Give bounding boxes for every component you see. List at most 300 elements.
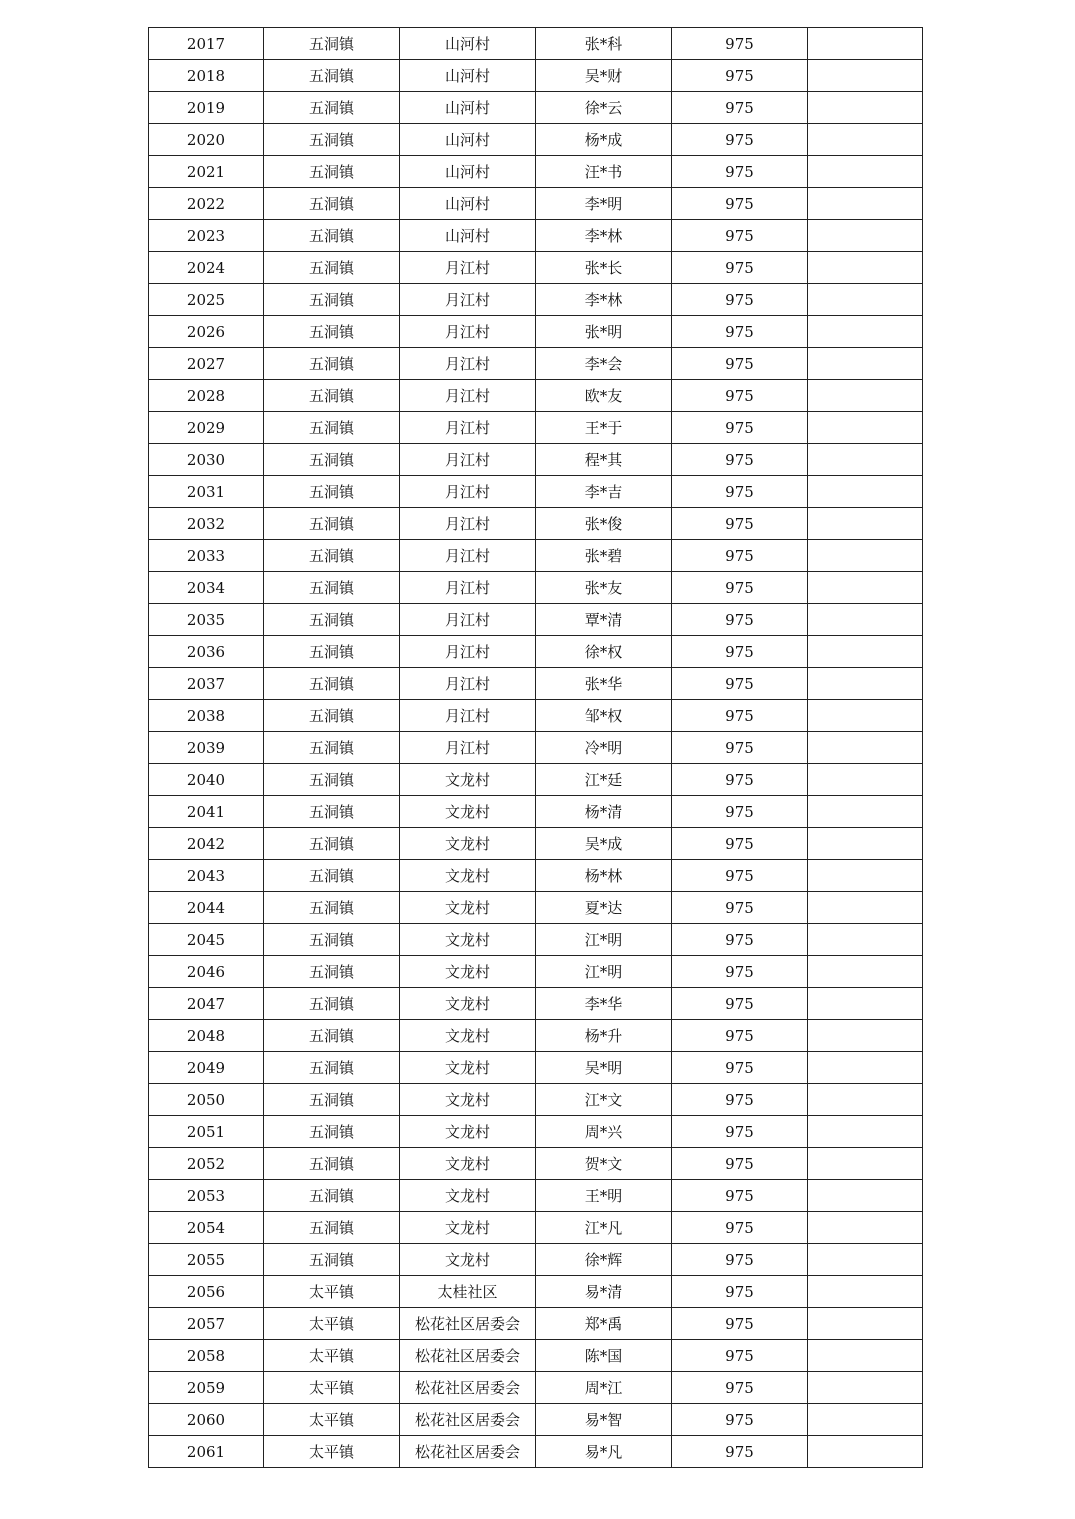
village-cell: 文龙村 <box>400 764 536 796</box>
row-number-cell: 2047 <box>149 988 264 1020</box>
amount-cell: 975 <box>672 284 808 316</box>
table-row <box>149 1116 923 1148</box>
table-row <box>149 1212 923 1244</box>
town-cell: 五洞镇 <box>264 316 400 348</box>
name-cell: 李*林 <box>536 220 672 252</box>
town-cell: 五洞镇 <box>264 1180 400 1212</box>
table-row <box>149 1276 923 1308</box>
village-cell: 文龙村 <box>400 1180 536 1212</box>
amount-cell: 975 <box>672 1244 808 1276</box>
amount-cell: 975 <box>672 124 808 156</box>
row-number-cell: 2026 <box>149 316 264 348</box>
note-cell <box>808 668 923 700</box>
amount-cell: 975 <box>672 1212 808 1244</box>
amount-cell: 975 <box>672 412 808 444</box>
table-row <box>149 92 923 124</box>
town-cell: 五洞镇 <box>264 284 400 316</box>
note-cell <box>808 1212 923 1244</box>
village-cell: 月江村 <box>400 444 536 476</box>
note-cell <box>808 924 923 956</box>
table-row <box>149 220 923 252</box>
row-number-cell: 2051 <box>149 1116 264 1148</box>
table-row <box>149 1404 923 1436</box>
note-cell <box>808 1276 923 1308</box>
town-cell: 五洞镇 <box>264 1212 400 1244</box>
row-number-cell: 2033 <box>149 540 264 572</box>
town-cell: 五洞镇 <box>264 444 400 476</box>
note-cell <box>808 1308 923 1340</box>
note-cell <box>808 1436 923 1468</box>
name-cell: 杨*清 <box>536 796 672 828</box>
table-row <box>149 796 923 828</box>
village-cell: 月江村 <box>400 252 536 284</box>
name-cell: 王*于 <box>536 412 672 444</box>
table-row <box>149 508 923 540</box>
town-cell: 五洞镇 <box>264 1020 400 1052</box>
note-cell <box>808 1116 923 1148</box>
row-number-cell: 2038 <box>149 700 264 732</box>
village-cell: 山河村 <box>400 92 536 124</box>
table-row <box>149 1372 923 1404</box>
village-cell: 月江村 <box>400 636 536 668</box>
name-cell: 张*长 <box>536 252 672 284</box>
amount-cell: 975 <box>672 252 808 284</box>
name-cell: 冷*明 <box>536 732 672 764</box>
table-row <box>149 252 923 284</box>
amount-cell: 975 <box>672 188 808 220</box>
table-row <box>149 348 923 380</box>
note-cell <box>808 316 923 348</box>
name-cell: 王*明 <box>536 1180 672 1212</box>
row-number-cell: 2034 <box>149 572 264 604</box>
note-cell <box>808 988 923 1020</box>
name-cell: 李*吉 <box>536 476 672 508</box>
town-cell: 五洞镇 <box>264 1052 400 1084</box>
village-cell: 松花社区居委会 <box>400 1404 536 1436</box>
table-row <box>149 668 923 700</box>
village-cell: 文龙村 <box>400 956 536 988</box>
town-cell: 五洞镇 <box>264 348 400 380</box>
row-number-cell: 2057 <box>149 1308 264 1340</box>
town-cell: 五洞镇 <box>264 572 400 604</box>
table-row <box>149 1340 923 1372</box>
village-cell: 山河村 <box>400 156 536 188</box>
row-number-cell: 2023 <box>149 220 264 252</box>
name-cell: 李*华 <box>536 988 672 1020</box>
amount-cell: 975 <box>672 796 808 828</box>
row-number-cell: 2043 <box>149 860 264 892</box>
village-cell: 文龙村 <box>400 828 536 860</box>
name-cell: 杨*升 <box>536 1020 672 1052</box>
note-cell <box>808 508 923 540</box>
amount-cell: 975 <box>672 1436 808 1468</box>
row-number-cell: 2050 <box>149 1084 264 1116</box>
amount-cell: 975 <box>672 1180 808 1212</box>
amount-cell: 975 <box>672 732 808 764</box>
town-cell: 五洞镇 <box>264 1084 400 1116</box>
amount-cell: 975 <box>672 1404 808 1436</box>
table-row <box>149 1180 923 1212</box>
village-cell: 月江村 <box>400 700 536 732</box>
village-cell: 文龙村 <box>400 1148 536 1180</box>
table-row <box>149 700 923 732</box>
town-cell: 太平镇 <box>264 1404 400 1436</box>
amount-cell: 975 <box>672 540 808 572</box>
table-row <box>149 604 923 636</box>
village-cell: 月江村 <box>400 380 536 412</box>
row-number-cell: 2053 <box>149 1180 264 1212</box>
table-row <box>149 1308 923 1340</box>
town-cell: 五洞镇 <box>264 28 400 60</box>
note-cell <box>808 1148 923 1180</box>
name-cell: 欧*友 <box>536 380 672 412</box>
amount-cell: 975 <box>672 668 808 700</box>
row-number-cell: 2058 <box>149 1340 264 1372</box>
amount-cell: 975 <box>672 1084 808 1116</box>
town-cell: 五洞镇 <box>264 476 400 508</box>
row-number-cell: 2040 <box>149 764 264 796</box>
note-cell <box>808 956 923 988</box>
amount-cell: 975 <box>672 316 808 348</box>
town-cell: 太平镇 <box>264 1372 400 1404</box>
row-number-cell: 2020 <box>149 124 264 156</box>
name-cell: 张*碧 <box>536 540 672 572</box>
row-number-cell: 2060 <box>149 1404 264 1436</box>
village-cell: 文龙村 <box>400 988 536 1020</box>
amount-cell: 975 <box>672 156 808 188</box>
village-cell: 文龙村 <box>400 1020 536 1052</box>
amount-cell: 975 <box>672 1340 808 1372</box>
village-cell: 月江村 <box>400 732 536 764</box>
village-cell: 月江村 <box>400 348 536 380</box>
name-cell: 陈*国 <box>536 1340 672 1372</box>
village-cell: 山河村 <box>400 188 536 220</box>
roster-table-body <box>149 28 923 1468</box>
village-cell: 太桂社区 <box>400 1276 536 1308</box>
note-cell <box>808 764 923 796</box>
row-number-cell: 2028 <box>149 380 264 412</box>
row-number-cell: 2030 <box>149 444 264 476</box>
name-cell: 徐*权 <box>536 636 672 668</box>
table-row <box>149 1148 923 1180</box>
name-cell: 吴*明 <box>536 1052 672 1084</box>
table-row <box>149 988 923 1020</box>
name-cell: 周*江 <box>536 1372 672 1404</box>
name-cell: 张*俊 <box>536 508 672 540</box>
amount-cell: 975 <box>672 764 808 796</box>
row-number-cell: 2022 <box>149 188 264 220</box>
name-cell: 吴*成 <box>536 828 672 860</box>
note-cell <box>808 412 923 444</box>
town-cell: 五洞镇 <box>264 924 400 956</box>
note-cell <box>808 1180 923 1212</box>
name-cell: 覃*清 <box>536 604 672 636</box>
note-cell <box>808 444 923 476</box>
amount-cell: 975 <box>672 1052 808 1084</box>
table-row <box>149 1244 923 1276</box>
table-row <box>149 28 923 60</box>
note-cell <box>808 1244 923 1276</box>
amount-cell: 975 <box>672 1276 808 1308</box>
name-cell: 郑*禹 <box>536 1308 672 1340</box>
row-number-cell: 2048 <box>149 1020 264 1052</box>
note-cell <box>808 220 923 252</box>
name-cell: 张*友 <box>536 572 672 604</box>
table-row <box>149 924 923 956</box>
name-cell: 周*兴 <box>536 1116 672 1148</box>
row-number-cell: 2019 <box>149 92 264 124</box>
village-cell: 文龙村 <box>400 860 536 892</box>
name-cell: 张*明 <box>536 316 672 348</box>
village-cell: 月江村 <box>400 476 536 508</box>
note-cell <box>808 284 923 316</box>
town-cell: 五洞镇 <box>264 604 400 636</box>
town-cell: 五洞镇 <box>264 92 400 124</box>
name-cell: 江*文 <box>536 1084 672 1116</box>
town-cell: 五洞镇 <box>264 60 400 92</box>
village-cell: 山河村 <box>400 124 536 156</box>
note-cell <box>808 380 923 412</box>
note-cell <box>808 1404 923 1436</box>
town-cell: 五洞镇 <box>264 508 400 540</box>
table-row <box>149 1020 923 1052</box>
note-cell <box>808 124 923 156</box>
row-number-cell: 2018 <box>149 60 264 92</box>
amount-cell: 975 <box>672 956 808 988</box>
table-row <box>149 156 923 188</box>
village-cell: 山河村 <box>400 60 536 92</box>
note-cell <box>808 92 923 124</box>
town-cell: 太平镇 <box>264 1340 400 1372</box>
row-number-cell: 2036 <box>149 636 264 668</box>
row-number-cell: 2035 <box>149 604 264 636</box>
name-cell: 易*凡 <box>536 1436 672 1468</box>
town-cell: 五洞镇 <box>264 988 400 1020</box>
table-row <box>149 284 923 316</box>
town-cell: 五洞镇 <box>264 732 400 764</box>
town-cell: 太平镇 <box>264 1436 400 1468</box>
table-row <box>149 188 923 220</box>
town-cell: 五洞镇 <box>264 540 400 572</box>
table-row <box>149 860 923 892</box>
note-cell <box>808 252 923 284</box>
row-number-cell: 2031 <box>149 476 264 508</box>
note-cell <box>808 540 923 572</box>
village-cell: 文龙村 <box>400 1084 536 1116</box>
town-cell: 五洞镇 <box>264 380 400 412</box>
village-cell: 月江村 <box>400 284 536 316</box>
table-row <box>149 380 923 412</box>
amount-cell: 975 <box>672 636 808 668</box>
name-cell: 夏*达 <box>536 892 672 924</box>
amount-cell: 975 <box>672 1020 808 1052</box>
amount-cell: 975 <box>672 828 808 860</box>
name-cell: 江*凡 <box>536 1212 672 1244</box>
note-cell <box>808 572 923 604</box>
amount-cell: 975 <box>672 892 808 924</box>
name-cell: 张*华 <box>536 668 672 700</box>
name-cell: 江*廷 <box>536 764 672 796</box>
note-cell <box>808 732 923 764</box>
name-cell: 李*明 <box>536 188 672 220</box>
village-cell: 文龙村 <box>400 1116 536 1148</box>
row-number-cell: 2042 <box>149 828 264 860</box>
amount-cell: 975 <box>672 1148 808 1180</box>
table-row <box>149 412 923 444</box>
town-cell: 五洞镇 <box>264 220 400 252</box>
name-cell: 吴*财 <box>536 60 672 92</box>
row-number-cell: 2021 <box>149 156 264 188</box>
table-row <box>149 572 923 604</box>
note-cell <box>808 1372 923 1404</box>
town-cell: 五洞镇 <box>264 1148 400 1180</box>
amount-cell: 975 <box>672 1372 808 1404</box>
amount-cell: 975 <box>672 60 808 92</box>
amount-cell: 975 <box>672 1308 808 1340</box>
row-number-cell: 2045 <box>149 924 264 956</box>
name-cell: 江*明 <box>536 924 672 956</box>
town-cell: 五洞镇 <box>264 700 400 732</box>
village-cell: 松花社区居委会 <box>400 1372 536 1404</box>
town-cell: 太平镇 <box>264 1308 400 1340</box>
note-cell <box>808 1340 923 1372</box>
row-number-cell: 2049 <box>149 1052 264 1084</box>
table-row <box>149 540 923 572</box>
table-row <box>149 1436 923 1468</box>
row-number-cell: 2029 <box>149 412 264 444</box>
name-cell: 易*智 <box>536 1404 672 1436</box>
village-cell: 文龙村 <box>400 1212 536 1244</box>
village-cell: 松花社区居委会 <box>400 1340 536 1372</box>
village-cell: 文龙村 <box>400 924 536 956</box>
village-cell: 文龙村 <box>400 892 536 924</box>
town-cell: 五洞镇 <box>264 956 400 988</box>
row-number-cell: 2052 <box>149 1148 264 1180</box>
town-cell: 五洞镇 <box>264 1244 400 1276</box>
village-cell: 文龙村 <box>400 1244 536 1276</box>
table-row <box>149 60 923 92</box>
village-cell: 月江村 <box>400 316 536 348</box>
row-number-cell: 2037 <box>149 668 264 700</box>
amount-cell: 975 <box>672 92 808 124</box>
village-cell: 月江村 <box>400 508 536 540</box>
amount-cell: 975 <box>672 860 808 892</box>
name-cell: 徐*云 <box>536 92 672 124</box>
table-row <box>149 444 923 476</box>
town-cell: 太平镇 <box>264 1276 400 1308</box>
village-cell: 月江村 <box>400 668 536 700</box>
amount-cell: 975 <box>672 572 808 604</box>
row-number-cell: 2056 <box>149 1276 264 1308</box>
table-row <box>149 764 923 796</box>
note-cell <box>808 28 923 60</box>
village-cell: 月江村 <box>400 604 536 636</box>
row-number-cell: 2061 <box>149 1436 264 1468</box>
village-cell: 月江村 <box>400 540 536 572</box>
name-cell: 张*科 <box>536 28 672 60</box>
row-number-cell: 2024 <box>149 252 264 284</box>
note-cell <box>808 188 923 220</box>
amount-cell: 975 <box>672 380 808 412</box>
amount-cell: 975 <box>672 924 808 956</box>
name-cell: 杨*林 <box>536 860 672 892</box>
note-cell <box>808 476 923 508</box>
note-cell <box>808 60 923 92</box>
row-number-cell: 2054 <box>149 1212 264 1244</box>
name-cell: 邹*权 <box>536 700 672 732</box>
amount-cell: 975 <box>672 604 808 636</box>
town-cell: 五洞镇 <box>264 860 400 892</box>
village-cell: 月江村 <box>400 572 536 604</box>
town-cell: 五洞镇 <box>264 636 400 668</box>
note-cell <box>808 156 923 188</box>
amount-cell: 975 <box>672 988 808 1020</box>
town-cell: 五洞镇 <box>264 668 400 700</box>
note-cell <box>808 700 923 732</box>
amount-cell: 975 <box>672 220 808 252</box>
name-cell: 易*清 <box>536 1276 672 1308</box>
table-row <box>149 892 923 924</box>
town-cell: 五洞镇 <box>264 1116 400 1148</box>
note-cell <box>808 892 923 924</box>
village-cell: 月江村 <box>400 412 536 444</box>
row-number-cell: 2059 <box>149 1372 264 1404</box>
row-number-cell: 2055 <box>149 1244 264 1276</box>
note-cell <box>808 636 923 668</box>
roster-table <box>148 27 923 1468</box>
table-row <box>149 636 923 668</box>
table-row <box>149 732 923 764</box>
amount-cell: 975 <box>672 1116 808 1148</box>
table-row <box>149 828 923 860</box>
village-cell: 松花社区居委会 <box>400 1308 536 1340</box>
amount-cell: 975 <box>672 28 808 60</box>
table-row <box>149 956 923 988</box>
table-row <box>149 1052 923 1084</box>
note-cell <box>808 828 923 860</box>
note-cell <box>808 796 923 828</box>
note-cell <box>808 1052 923 1084</box>
town-cell: 五洞镇 <box>264 188 400 220</box>
village-cell: 山河村 <box>400 220 536 252</box>
name-cell: 程*其 <box>536 444 672 476</box>
table-row <box>149 476 923 508</box>
note-cell <box>808 860 923 892</box>
table-row <box>149 1084 923 1116</box>
name-cell: 贺*文 <box>536 1148 672 1180</box>
note-cell <box>808 348 923 380</box>
row-number-cell: 2039 <box>149 732 264 764</box>
village-cell: 文龙村 <box>400 796 536 828</box>
row-number-cell: 2017 <box>149 28 264 60</box>
note-cell <box>808 604 923 636</box>
table-row <box>149 124 923 156</box>
name-cell: 李*林 <box>536 284 672 316</box>
name-cell: 汪*书 <box>536 156 672 188</box>
row-number-cell: 2046 <box>149 956 264 988</box>
amount-cell: 975 <box>672 700 808 732</box>
town-cell: 五洞镇 <box>264 156 400 188</box>
name-cell: 李*会 <box>536 348 672 380</box>
village-cell: 松花社区居委会 <box>400 1436 536 1468</box>
amount-cell: 975 <box>672 444 808 476</box>
amount-cell: 975 <box>672 508 808 540</box>
name-cell: 杨*成 <box>536 124 672 156</box>
town-cell: 五洞镇 <box>264 252 400 284</box>
village-cell: 文龙村 <box>400 1052 536 1084</box>
row-number-cell: 2041 <box>149 796 264 828</box>
row-number-cell: 2044 <box>149 892 264 924</box>
